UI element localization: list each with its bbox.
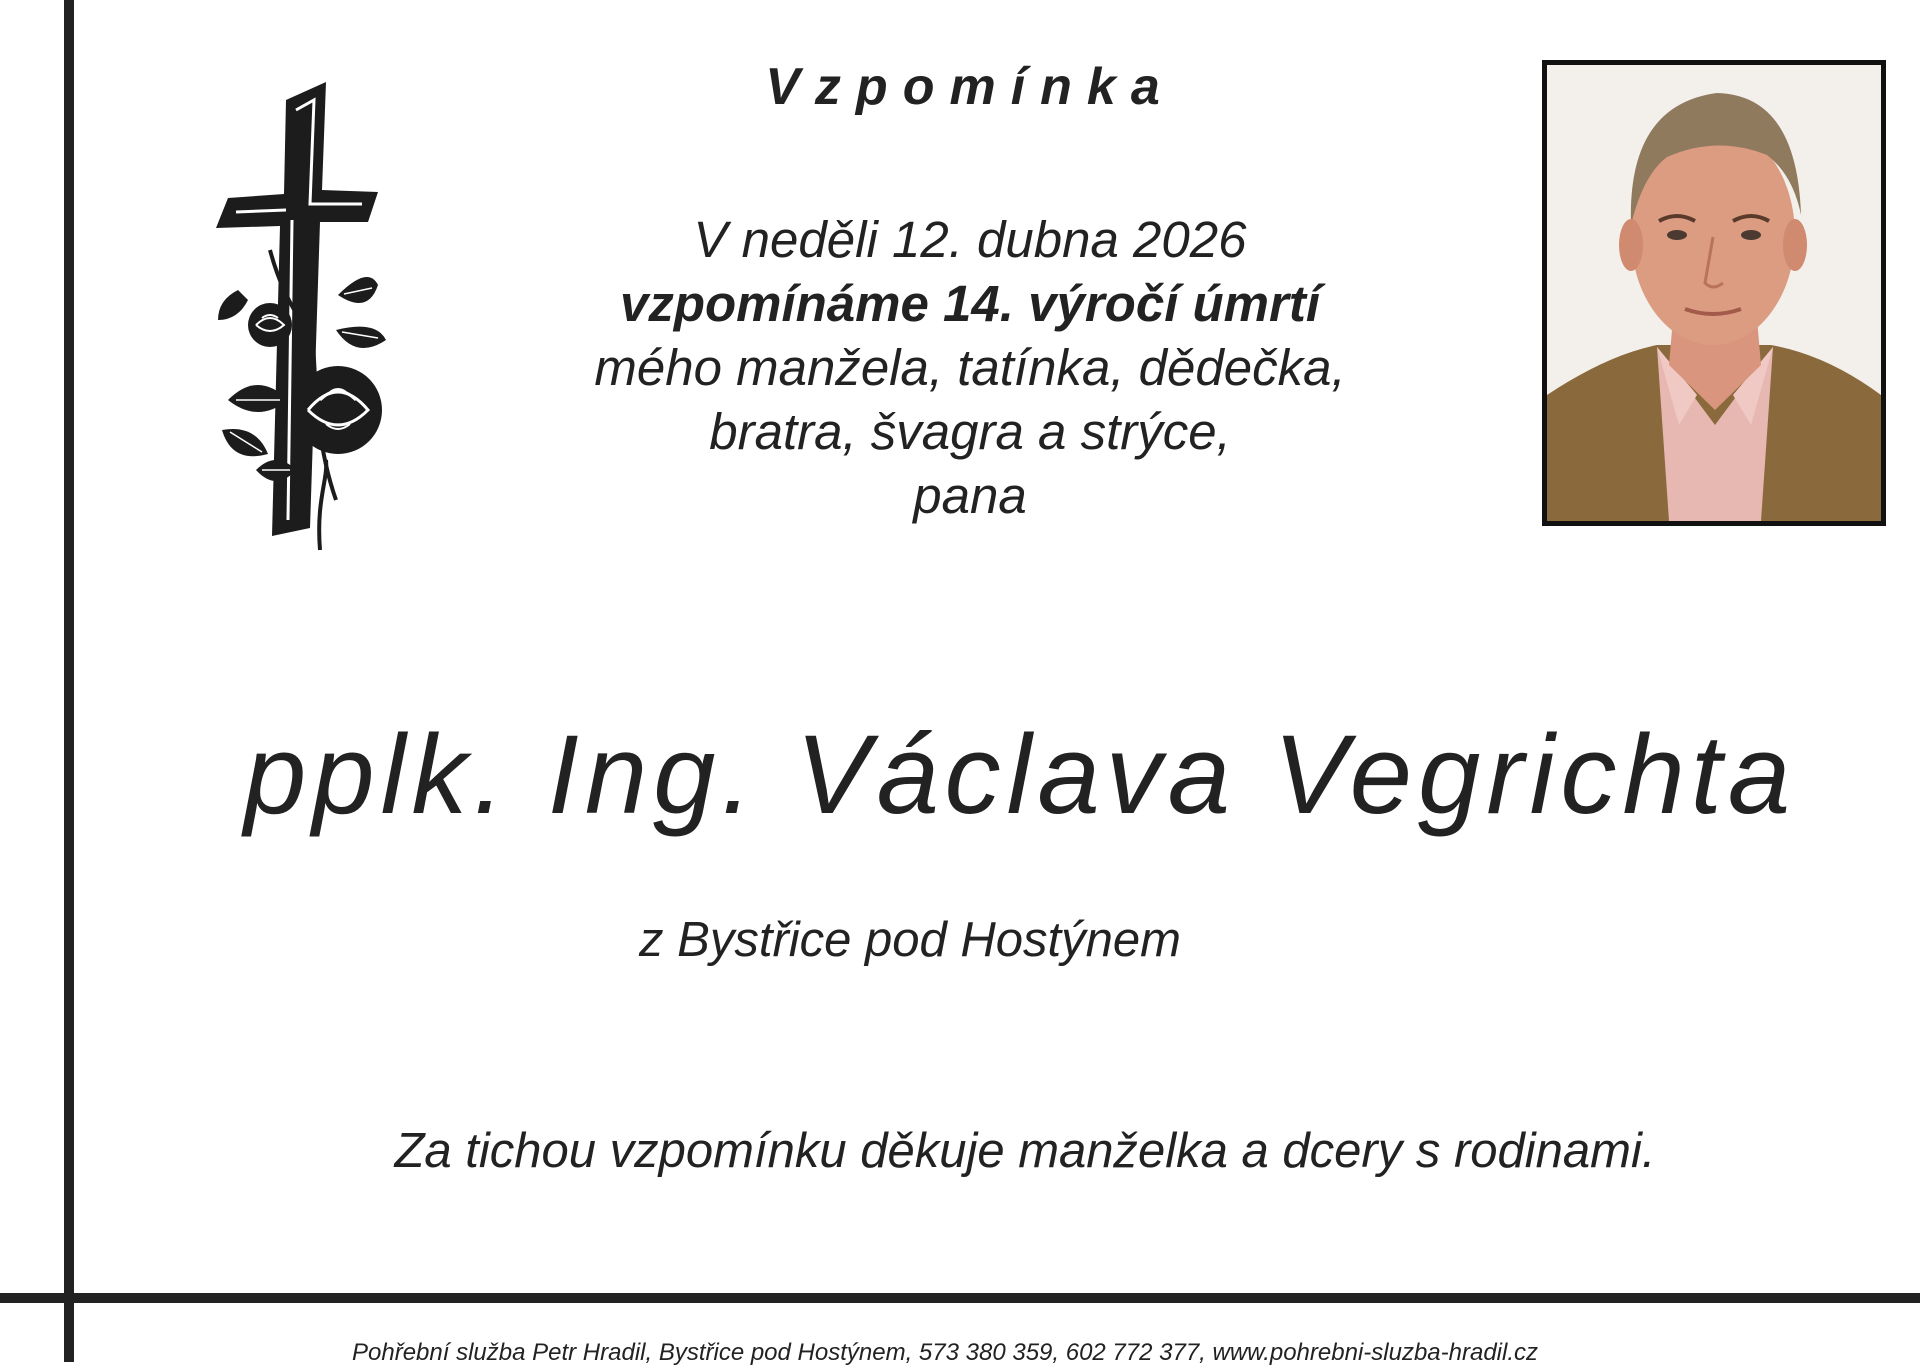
deceased-name: pplk. Ing. Václava Vegrichta bbox=[244, 712, 1797, 837]
deceased-origin: z Bystřice pod Hostýnem bbox=[639, 913, 1181, 967]
intro-date-line: V neděli 12. dubna 2026 bbox=[693, 211, 1247, 268]
frame-vertical-line bbox=[64, 0, 74, 1362]
thanks-line: Za tichou vzpomínku děkuje manželka a dcery s rodinami. bbox=[394, 1124, 1656, 1178]
intro-anniversary-line: vzpomínáme 14. výročí úmrtí bbox=[619, 275, 1321, 332]
cross-with-roses-icon bbox=[208, 80, 398, 560]
intro-title-line: pana bbox=[913, 467, 1027, 524]
portrait-photo bbox=[1542, 60, 1886, 526]
intro-relations-line-1: mého manžela, tatínka, dědečka, bbox=[594, 339, 1346, 396]
frame-horizontal-line bbox=[0, 1293, 1920, 1303]
intro-relations-line-2: bratra, švagra a strýce, bbox=[709, 403, 1231, 460]
intro-text bbox=[500, 208, 1440, 528]
notice-heading: Vzpomínka bbox=[765, 58, 1175, 116]
funeral-service-footer: Pohřební služba Petr Hradil, Bystřice pod Hostýnem, 573 380 359, 602 772 377, www.pohrebni-sluzba-hradil.cz bbox=[352, 1339, 1538, 1366]
